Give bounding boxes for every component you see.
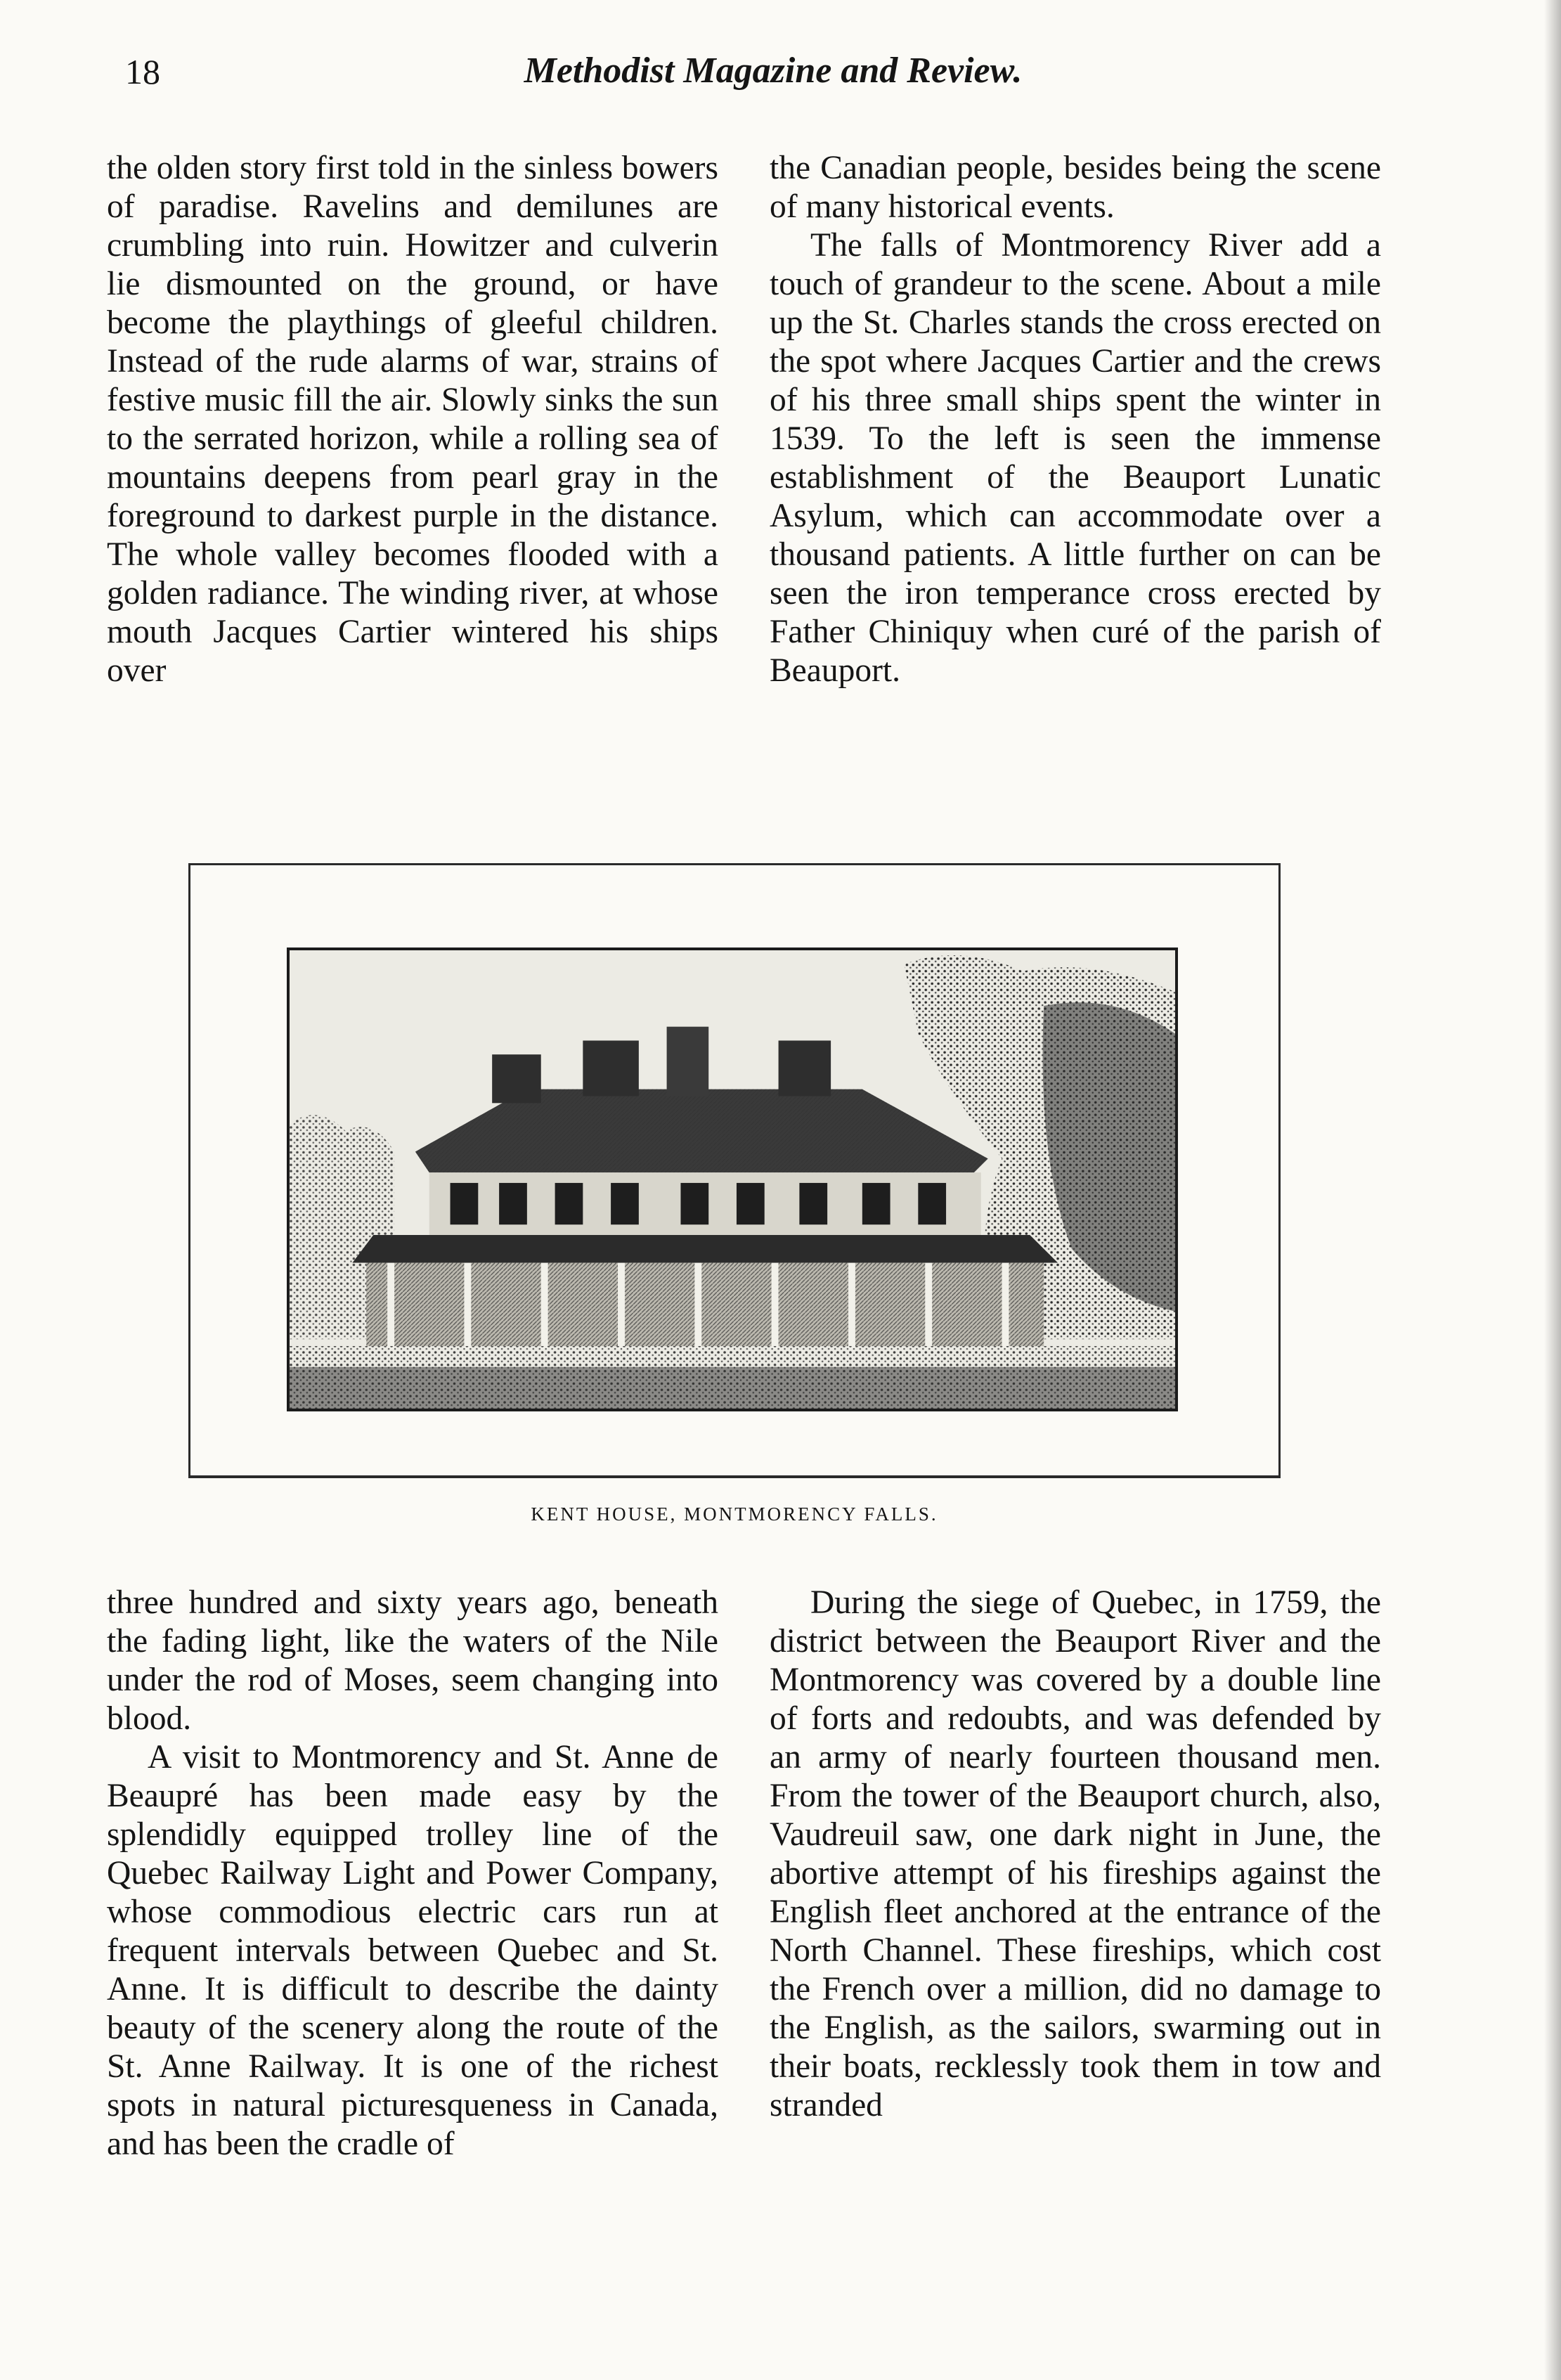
paragraph: the Canadian people, besides being the scene of many historical events. <box>770 150 1381 225</box>
column-top-left <box>107 149 718 690</box>
running-title: Methodist Magazine and Review. <box>524 51 1023 91</box>
paragraph: A visit to Montmorency and St. Anne de Beaupré has been made easy by the splendidly equipped trolley line of the Quebec Railway Light and Power Company, whose commodious electric cars run at frequent intervals between Quebec and St. Anne. It is difficult to describe the dainty beauty of the scenery along the route of the St. Anne Railway. It is one of the richest spots in natural picturesqueness in Canada, and has been the cradle of <box>107 1739 718 2162</box>
page-number: 18 <box>125 52 160 91</box>
column-bottom-left <box>107 1584 718 2164</box>
paragraph: the olden story first told in the sinless bowers of paradise. Ravelins and demilunes are crumbling into ruin. Howitzer and culverin lie dismounted on the ground, or have become the playthings of gleeful children. Instead of the rude alarms of war, strains of festive music fill the air. Slowly sinks the sun to the serrated horizon, while a rolling sea of mountains deepens from pearl gray in the foreground to darkest purple in the distance. The whole valley becomes flooded with a golden radiance. The winding river, at whose mouth Jacques Cartier wintered his ships over <box>107 150 718 689</box>
column-bottom-right <box>770 1584 1381 2125</box>
page-edge-shadow <box>1544 0 1561 2380</box>
paragraph: During the siege of Quebec, in 1759, the district between the Beauport River and the Montmorency was covered by a double line of forts and redoubts, and was defended by an army of nearly fourteen thousand men. From the tower of the Beauport church, also, Vaudreuil saw, one dark night in June, the abortive attempt of his fireships against the English fleet anchored at the entrance of the North Channel. These fireships, which cost the French over a million, did no damage to the English, as the sailors, swarming out in their boats, recklessly took them in tow and stranded <box>770 1584 1381 2123</box>
kent-house-engraving <box>287 948 1178 1411</box>
paragraph: three hundred and sixty years ago, beneath the fading light, like the waters of the Nile under the rod of Moses, seem changing into blood. <box>107 1584 718 1737</box>
figure-caption: KENT HOUSE, MONTMORENCY FALLS. <box>531 1503 938 1525</box>
paragraph: The falls of Montmorency River add a touch of grandeur to the scene. About a mile up the St. Charles stands the cross erected on the spot where Jacques Cartier and the crews of his three small ships spent the winter in 1539. To the left is seen the immense establishment of the Beauport Lunatic Asylum, which can accommodate over a thousand patients. A little further on can be seen the iron temperance cross erected by Father Chiniquy when curé of the parish of Beauport. <box>770 227 1381 689</box>
column-top-right <box>770 149 1381 690</box>
